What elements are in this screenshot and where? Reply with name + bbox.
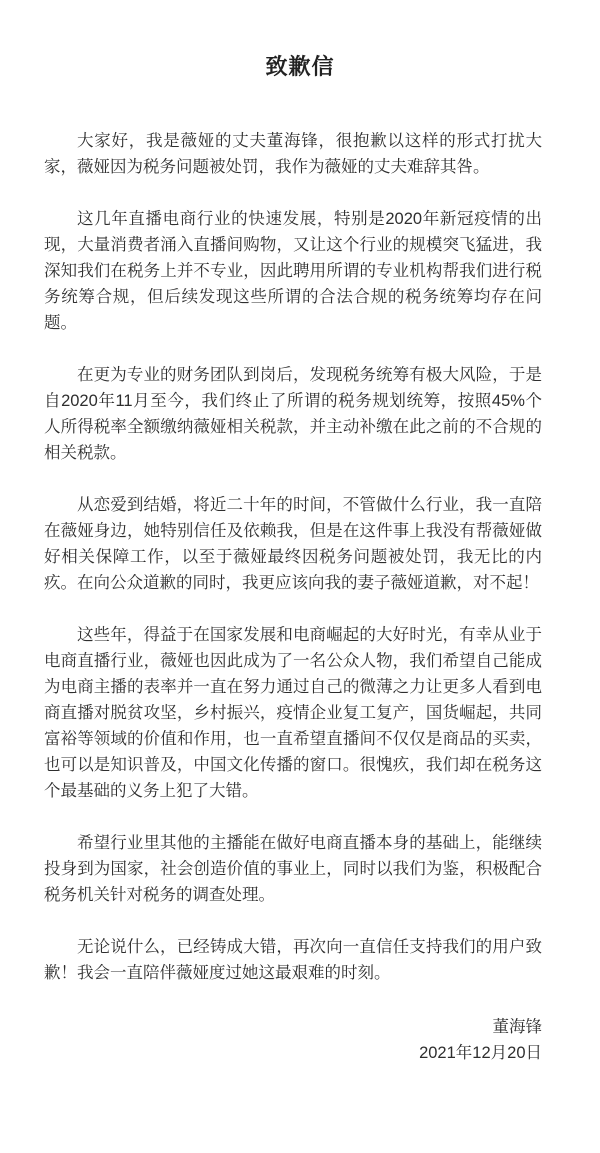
letter-paragraph-1: 大家好，我是薇娅的丈夫董海锋，很抱歉以这样的形式打扰大家，薇娅因为税务问题被处罚，我作为薇娅的丈夫难辞其咎。 <box>44 132 542 176</box>
letter-paragraph-5: 这些年，得益于在国家发展和电商崛起的大好时光，有幸从业于电商直播行业，薇娅也因此成为了一名公众人物，我们希望自己能成为电商主播的表率并一直在努力通过自己的微薄之力让更多人看到电商直播对脱贫攻坚，乡村振兴，疫情企业复工复产，国货崛起，共同富裕等领域的价值和作用，也一直希望直播间不仅仅是商品的买卖，也可以是知识普及，中国文化传播的窗口。很愧疚，我们却在税务这个最基础的义务上犯了大错。 <box>44 626 542 800</box>
letter-title: 致歉信 <box>265 54 335 79</box>
letter-paragraph-6: 希望行业里其他的主播能在做好电商直播本身的基础上，能继续投身到为国家，社会创造价值的事业上，同时以我们为鉴，积极配合税务机关针对税务的调查处理。 <box>44 834 542 904</box>
letter-paragraph-3: 在更为专业的财务团队到岗后，发现税务统筹有极大风险，于是自2020年11月至今，我们终止了所谓的税务规划统筹，按照45%个人所得税率全额缴纳薇娅相关税款，并主动补缴在此之前的不合规的相关税款。 <box>44 366 542 462</box>
letter-paragraph-2: 这几年直播电商行业的快速发展，特别是2020年新冠疫情的出现，大量消费者涌入直播间购物，又让这个行业的规模突飞猛进，我深知我们在税务上并不专业，因此聘用所谓的专业机构帮我们进行税务统筹合规，但后续发现这些所谓的合法合规的税务统筹均存在问题。 <box>44 210 542 332</box>
signature-date: 2021年12月20日 <box>419 1044 542 1062</box>
signature-name: 董海锋 <box>492 1018 542 1036</box>
signature-block <box>44 1014 542 1066</box>
letter-paragraph-4: 从恋爱到结婚，将近二十年的时间，不管做什么行业，我一直陪在薇娅身边，她特别信任及依赖我，但是在这件事上我没有帮薇娅做好相关保障工作，以至于薇娅最终因税务问题被处罚，我无比的内疚。在向公众道歉的同时，我更应该向我的妻子薇娅道歉，对不起！ <box>44 496 542 592</box>
letter-paragraph-7: 无论说什么，已经铸成大错，再次向一直信任支持我们的用户致歉！我会一直陪伴薇娅度过她这最艰难的时刻。 <box>44 938 542 982</box>
